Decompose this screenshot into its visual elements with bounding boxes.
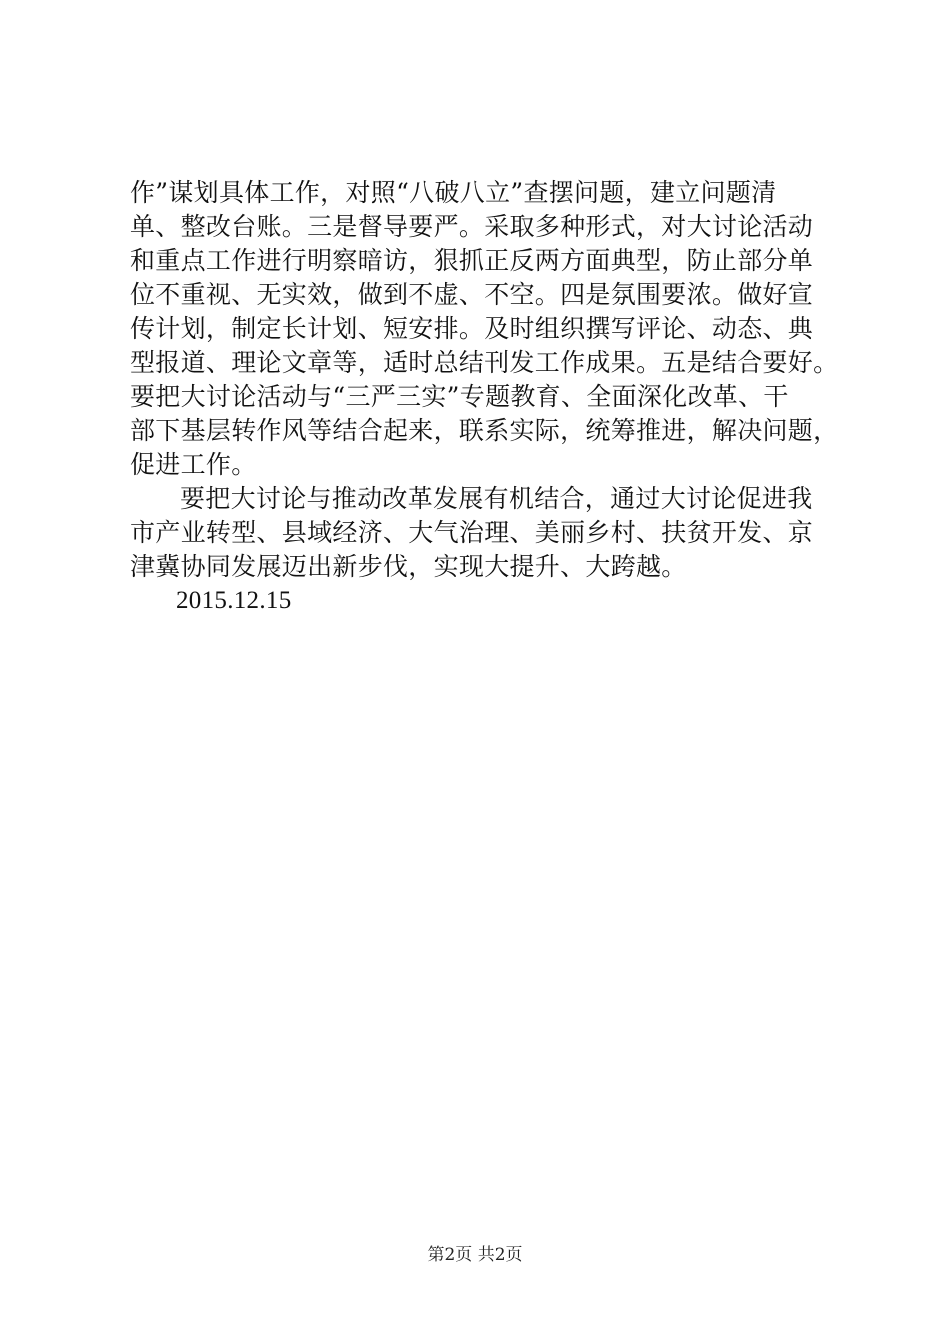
text-line: 要把大讨论活动与“三严三实”专题教育、全面深化改革、干	[130, 382, 789, 411]
page-number-footer: 第2页 共2页	[427, 1245, 523, 1265]
text-line: 市产业转型、县域经济、大气治理、美丽乡村、扶贫开发、京	[130, 518, 814, 547]
text-line: 津冀协同发展迈出新步伐，实现大提升、大跨越。	[130, 552, 687, 581]
document-date: 2015.12.15	[176, 587, 292, 614]
text-line: 和重点工作进行明察暗访，狠抓正反两方面典型，防止部分单	[130, 246, 814, 275]
paragraph-continued	[130, 176, 850, 482]
text-line: 部下基层转作风等结合起来，联系实际，统筹推进，解决问题，	[130, 416, 839, 445]
text-line: 型报道、理论文章等，适时总结刊发工作成果。五是结合要好。	[130, 348, 839, 377]
text-line: 作”谋划具体工作，对照“八破八立”查摆问题，建立问题清	[130, 178, 777, 207]
text-line: 促进工作。	[130, 450, 257, 479]
paragraph-conclusion	[130, 482, 850, 584]
document-body	[130, 176, 850, 618]
text-line: 传计划，制定长计划、短安排。及时组织撰写评论、动态、典	[130, 314, 814, 343]
text-line: 单、整改台账。三是督导要严。采取多种形式，对大讨论活动	[130, 212, 814, 241]
text-line: 位不重视、无实效，做到不虚、不空。四是氛围要浓。做好宣	[130, 280, 814, 309]
text-line: 要把大讨论与推动改革发展有机结合，通过大讨论促进我	[180, 484, 813, 513]
